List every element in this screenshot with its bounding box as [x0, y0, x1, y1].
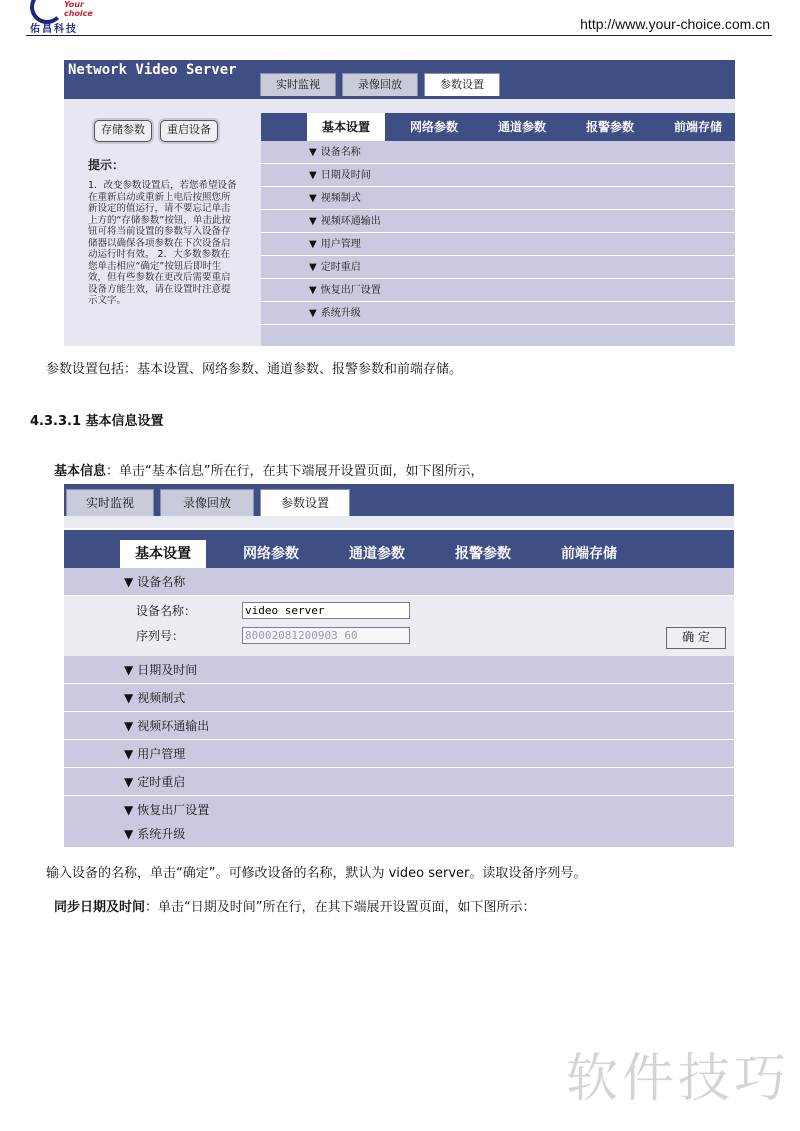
serial-number-input[interactable]	[242, 627, 410, 644]
tab-underbar	[64, 96, 735, 99]
screenshot-basic-info	[64, 484, 734, 848]
chevron-down-icon: ▼	[124, 747, 134, 761]
screenshot-overview	[64, 60, 735, 346]
chevron-down-icon: ▼	[124, 803, 134, 817]
chevron-down-icon: ▼	[309, 308, 317, 319]
watermark: 软件技巧	[566, 1049, 791, 1109]
tab-settings[interactable]: 参数设置	[424, 73, 500, 96]
row-datetime[interactable]: ▼ 日期及时间	[64, 656, 734, 684]
row-video-loop[interactable]: ▼ 视频环通输出	[261, 210, 735, 233]
nav-alarm[interactable]: 报警参数	[455, 546, 511, 562]
chevron-down-icon: ▼	[124, 691, 134, 705]
row-system-upgrade[interactable]: ▼ 系统升级	[261, 302, 735, 325]
row-video-loop[interactable]: ▼ 视频环通输出	[64, 712, 734, 740]
company-logo	[26, 0, 106, 34]
chevron-down-icon: ▼	[124, 827, 134, 841]
row-video-standard[interactable]: ▼ 视频制式	[64, 684, 734, 712]
tab-playback[interactable]: 录像回放	[342, 73, 418, 96]
paragraph-overview: 参数设置包括：基本设置、网络参数、通道参数、报警参数和前端存储。	[46, 362, 463, 377]
row-scheduled-reboot[interactable]: ▼ 定时重启	[64, 768, 734, 796]
chevron-down-icon: ▼	[309, 285, 317, 296]
confirm-button[interactable]: 确 定	[666, 627, 726, 649]
row-device-name[interactable]: ▼ 设备名称	[64, 568, 734, 596]
row-factory-reset[interactable]: ▼ 恢复出厂设置	[64, 796, 734, 824]
nav-channel[interactable]: 通道参数	[497, 120, 546, 134]
row-video-standard[interactable]: ▼ 视频制式	[261, 187, 735, 210]
paragraph-sync-datetime	[54, 896, 536, 915]
nav-channel[interactable]: 通道参数	[349, 546, 405, 562]
device-name-input[interactable]	[242, 602, 410, 619]
row-device-name[interactable]: ▼ 设备名称	[261, 141, 735, 164]
nav-basic[interactable]: 基本设置	[307, 113, 385, 141]
device-name-label: 设备名称：	[136, 604, 197, 618]
chevron-down-icon: ▼	[309, 193, 317, 204]
nav-alarm[interactable]: 报警参数	[585, 120, 634, 134]
chevron-down-icon: ▼	[124, 663, 134, 677]
tab-live-view[interactable]: 实时监视	[66, 489, 154, 516]
section-title: 基本信息设置	[85, 414, 164, 429]
chevron-down-icon: ▼	[309, 262, 317, 273]
chevron-down-icon: ▼	[309, 216, 317, 227]
row-scheduled-reboot[interactable]: ▼ 定时重启	[261, 256, 735, 279]
tab-settings[interactable]: 参数设置	[260, 489, 350, 516]
row-user-management[interactable]: ▼ 用户管理	[261, 233, 735, 256]
nav-storage[interactable]: 前端存储	[561, 546, 617, 562]
site-url: http://www.your-choice.com.cn	[580, 16, 770, 32]
chevron-down-icon: ▼	[309, 170, 317, 181]
chevron-down-icon: ▼	[124, 575, 134, 589]
tab-underbar	[64, 516, 734, 528]
chevron-down-icon: ▼	[124, 775, 134, 789]
nav-network[interactable]: 网络参数	[409, 120, 458, 134]
basic-info-label: 基本信息	[54, 464, 107, 479]
paragraph-device-name: 输入设备的名称，单击“确定”。可修改设备的名称，默认为 video server。读取设备序列号。	[46, 866, 587, 881]
section-heading	[30, 410, 164, 429]
chevron-down-icon: ▼	[309, 239, 317, 250]
section-number: 4.3.3.1	[30, 414, 81, 429]
app-title: Network Video Server	[68, 62, 237, 78]
serial-number-label: 序列号：	[136, 629, 185, 643]
nav-storage[interactable]: 前端存储	[673, 120, 722, 134]
chevron-down-icon: ▼	[309, 147, 317, 158]
row-datetime[interactable]: ▼ 日期及时间	[261, 164, 735, 187]
basic-info-text: ：单击“基本信息”所在行，在其下端展开设置页面，如下图所示，	[106, 464, 484, 479]
chevron-down-icon: ▼	[124, 719, 134, 733]
nav-basic[interactable]: 基本设置	[120, 540, 206, 568]
sync-datetime-text: ：单击“日期及时间”所在行，在其下端展开设置页面，如下图所示：	[145, 900, 536, 915]
paragraph-basic-info	[54, 460, 484, 479]
sync-datetime-label: 同步日期及时间	[54, 900, 146, 915]
reboot-button[interactable]: 重启设备	[160, 120, 218, 142]
nav-network[interactable]: 网络参数	[243, 546, 299, 562]
logo-name: 佑昌科技	[30, 24, 78, 35]
hint-title: 提示：	[88, 158, 125, 172]
header-divider	[26, 35, 772, 36]
hint-text: 1．改变参数设置后，若您希望设备在重新启动或重新上电后按照您所新设定的值运行，请不要忘记单击上方的“存储参数”按钮，单击此按钮可将当前设置的参数写入设备存储器以确保各项参数在下次设备启动运行时有效。 2．大多数参数在您单击相应“确定”按钮后即时生效，但有些参数在更改后需要重启设备方能生效，请在设置时注意提示文字。	[88, 180, 237, 306]
row-user-management[interactable]: ▼ 用户管理	[64, 740, 734, 768]
tab-live-view[interactable]: 实时监视	[260, 73, 336, 96]
row-factory-reset[interactable]: ▼ 恢复出厂设置	[261, 279, 735, 302]
tab-playback[interactable]: 录像回放	[160, 489, 254, 516]
row-system-upgrade[interactable]: ▼ 系统升级	[64, 820, 734, 848]
logo-tagline: Your choice	[64, 0, 93, 18]
save-params-button[interactable]: 存储参数	[94, 120, 152, 142]
